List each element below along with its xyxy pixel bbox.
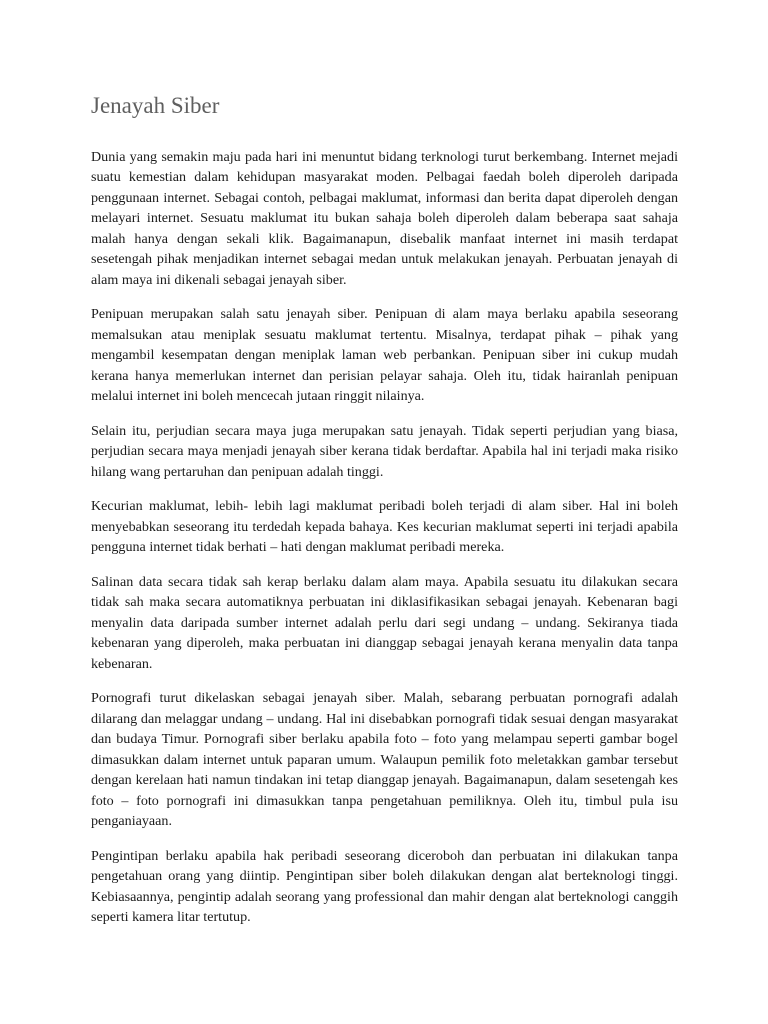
paragraph-penipuan: Penipuan merupakan salah satu jenayah siber. Penipuan di alam maya berlaku apabila seseorang memalsukan atau meniplak sesuatu maklumat tertentu. Misalnya, terdapat pihak – pihak yang mengambil kesempatan dengan meniplak laman web perbankan. Penipuan siber ini cukup mudah kerana hanya memerlukan internet dan perisian pelayar sahaja. Oleh itu, tidak hairanlah penipuan melalui internet ini boleh mencecah jutaan ringgit nilainya. xyxy=(91,306,678,405)
paragraph-salinan-data: Salinan data secara tidak sah kerap berlaku dalam alam maya. Apabila sesuatu itu dilakukan secara tidak sah maka secara automatiknya perbuatan ini diklasifikasikan sebagai jenayah. Kebenaran bagi menyalin data daripada sumber internet adalah perlu dari segi undang – undang. Sekiranya tiada kebenaran yang diperoleh, maka perbuatan ini dianggap sebagai jenayah kerana menyalin data tanpa kebenaran. xyxy=(91,573,678,672)
paragraph-perjudian: Selain itu, perjudian secara maya juga merupakan satu jenayah. Tidak seperti perjudian yang biasa, perjudian secara maya menjadi jenayah siber kerana tidak berdaftar. Apabila hal ini terjadi maka risiko hilang wang pertaruhan dan penipuan adalah tinggi. xyxy=(91,422,678,480)
paragraph-pengintipan: Pengintipan berlaku apabila hak peribadi seseorang diceroboh dan perbuatan ini dilakukan tanpa pengetahuan orang yang diintip. Pengintipan siber boleh dilakukan dengan alat berteknologi tinggi. Kebiasaannya, pengintip adalah seorang yang professional dan mahir dengan alat berteknologi canggih seperti kamera litar tertutup. xyxy=(91,847,678,926)
document-body xyxy=(91,92,678,942)
paragraph-intro: Dunia yang semakin maju pada hari ini menuntut bidang terknologi turut berkembang. Internet mejadi suatu kemestian dalam kehidupan masyarakat moden. Pelbagai faedah boleh diperoleh daripada penggunaan internet. Sebagai contoh, pelbagai maklumat, informasi dan berita dapat diperoleh dengan melayari internet. Sesuatu maklumat itu bukan sahaja boleh diperoleh dalam beberapa saat sahaja malah hanya dengan sekali klik. Bagaimanapun, disebalik manfaat internet ini masih terdapat sesetengah pihak menjadikan internet sebagai medan untuk melakukan jenayah. Perbuatan jenayah di alam maya ini dikenali sebagai jenayah siber. xyxy=(91,148,678,288)
paragraph-kecurian-maklumat: Kecurian maklumat, lebih- lebih lagi maklumat peribadi boleh terjadi di alam siber. Hal ini boleh menyebabkan seseorang itu terdedah kepada bahaya. Kes kecurian maklumat seperti ini terjadi apabila pengguna internet tidak berhati – hati dengan maklumat peribadi mereka. xyxy=(91,498,678,556)
document-title: Jenayah Siber xyxy=(91,93,220,118)
paragraph-pornografi: Pornografi turut dikelaskan sebagai jenayah siber. Malah, sebarang perbuatan pornografi adalah dilarang dan melaggar undang – undang. Hal ini disebabkan pornografi tidak sesuai dengan masyarakat dan budaya Timur. Pornografi siber berlaku apabila foto – foto yang melampau seperti gambar bogel dimasukkan dalam internet untuk paparan umum. Walaupun pemilik foto meletakkan gambar tersebut dengan kerelaan hati namun tindakan ini tetap dianggap jenayah. Bagaimanapun, dalam sesetengah kes foto – foto pornografi ini dimasukkan tanpa pengetahuan pemiliknya. Oleh itu, timbul pula isu penganiayaan. xyxy=(91,690,678,830)
